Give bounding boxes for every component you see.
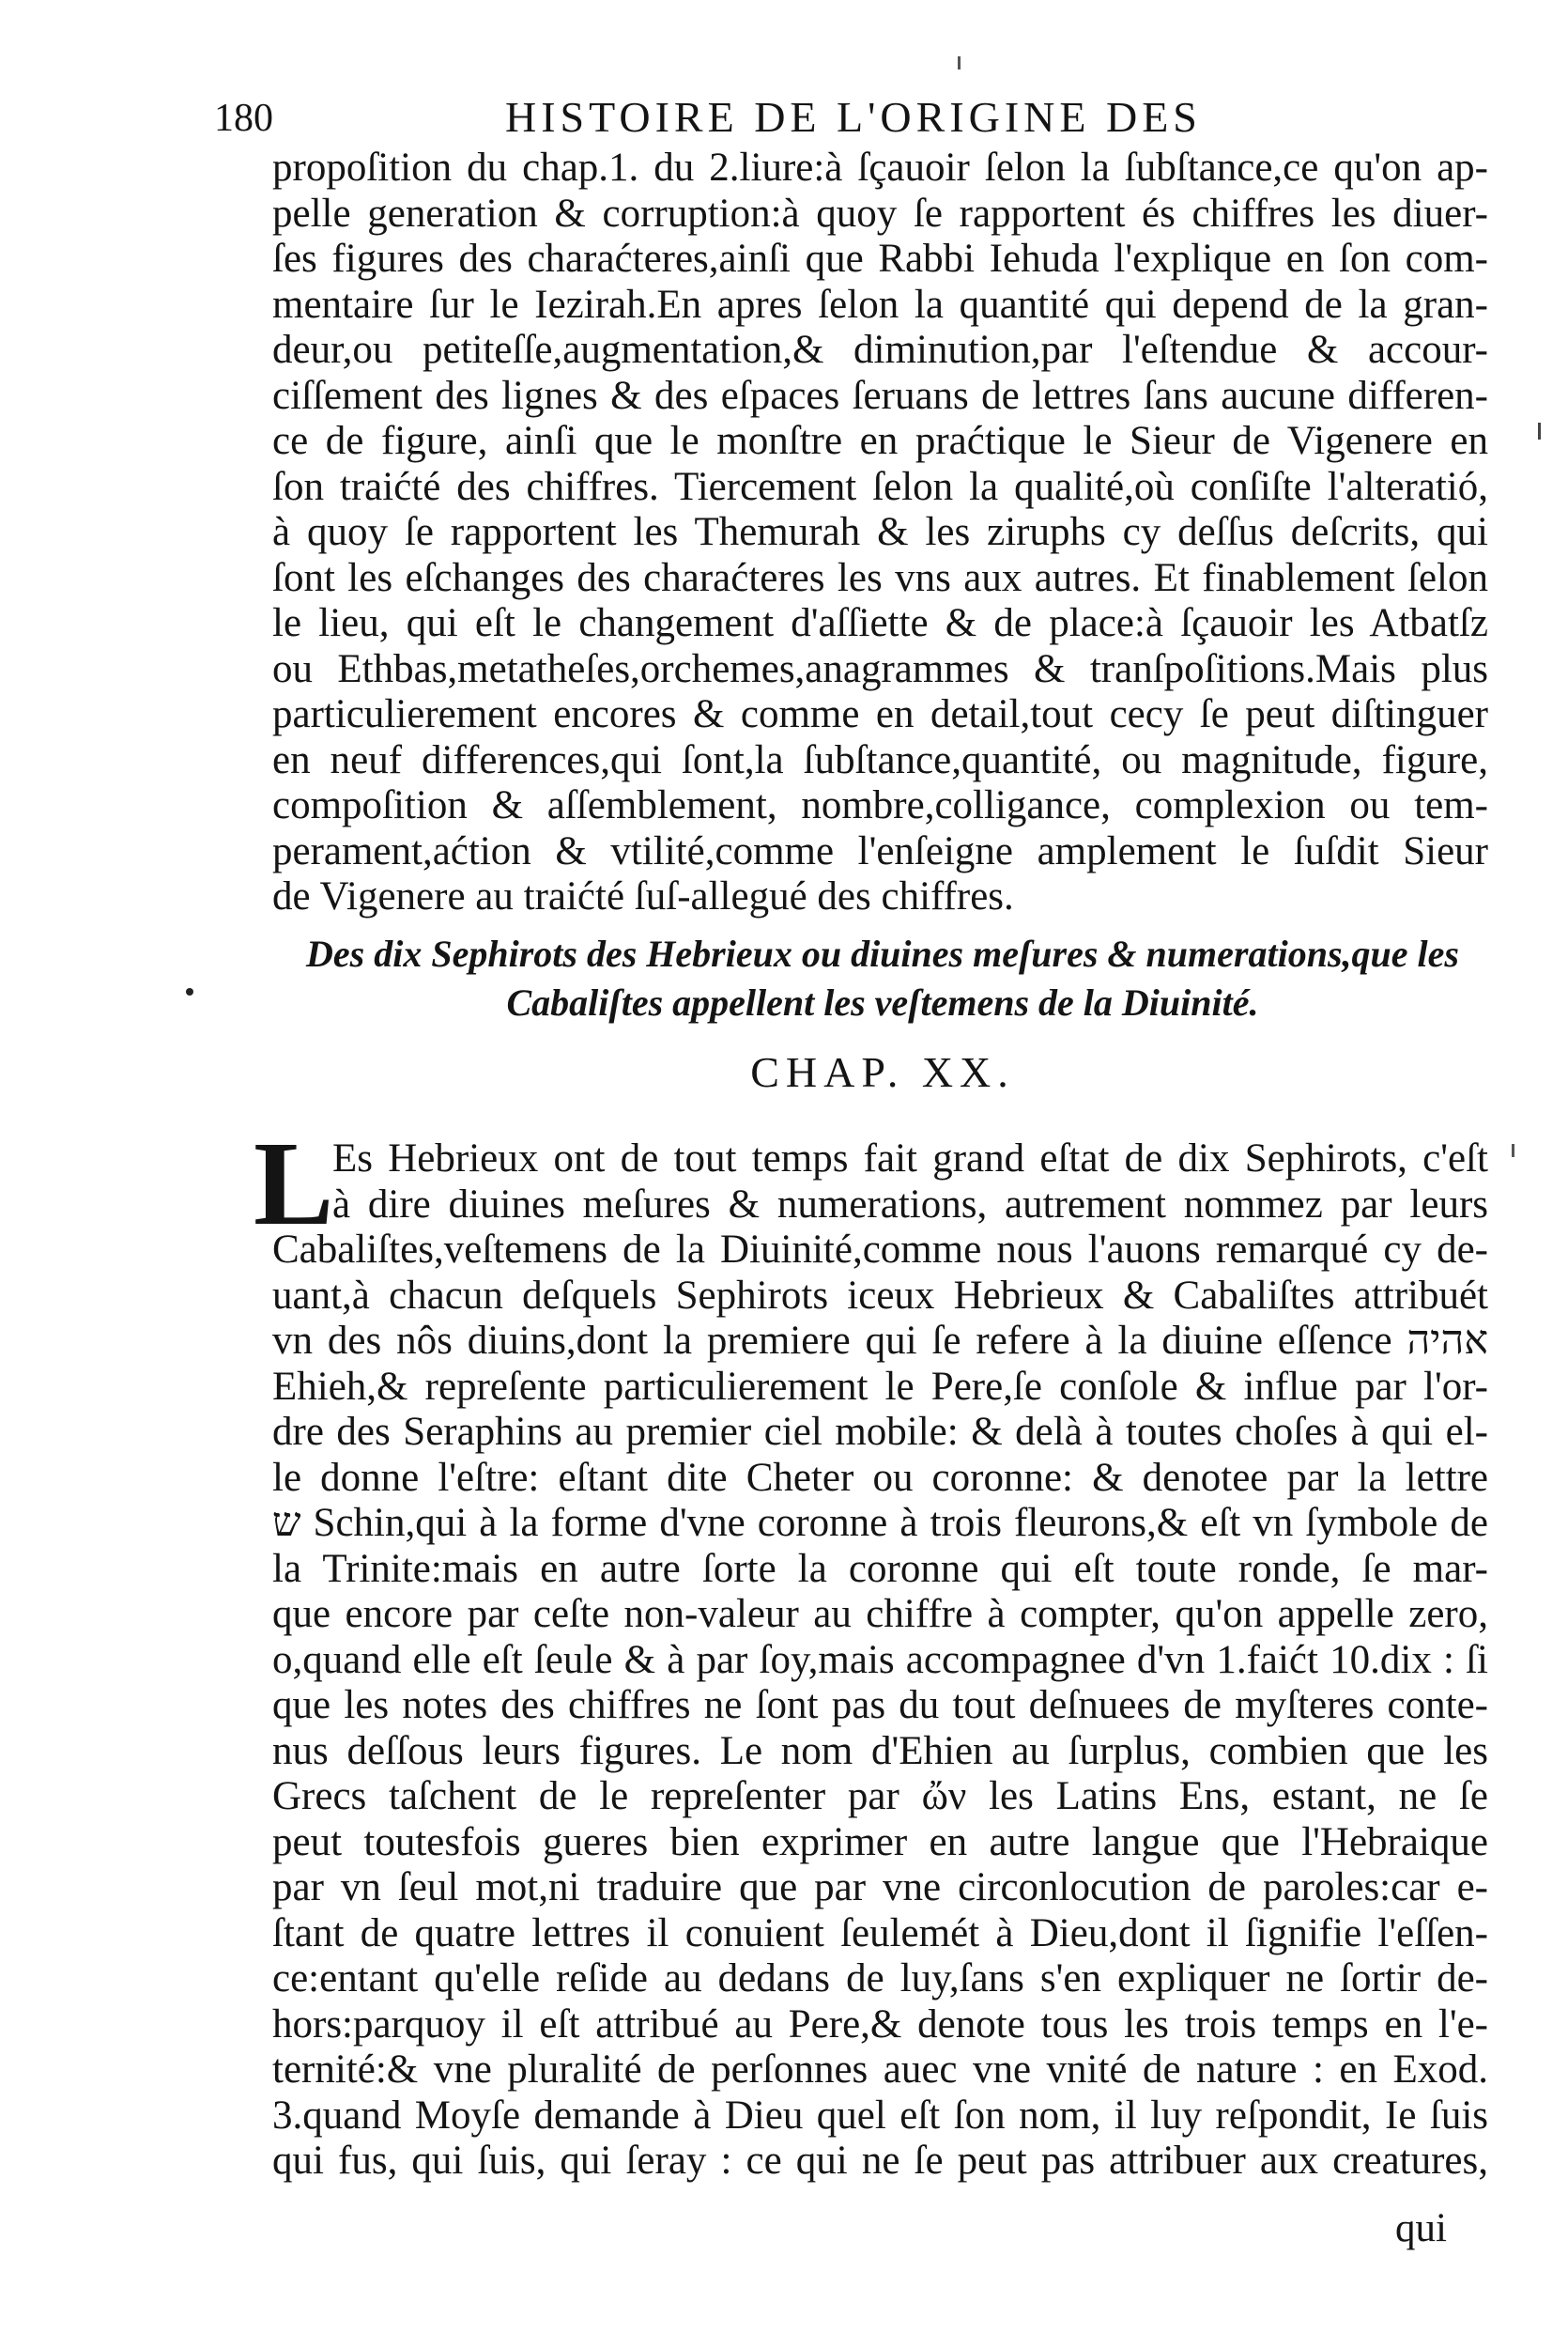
paragraph-1: [272, 146, 1488, 920]
page-number: 180: [214, 97, 273, 140]
text-line: uant,à chacun deſquels Sephirots iceux Hebrieux & Cabaliſtes attribuét: [272, 1273, 1488, 1318]
text-line: de Vigenere au traićté ſuſ-allegué des chiffres.: [272, 874, 1014, 919]
text-line: le donne l'eſtre: eſtant dite Cheter ou coronne: & denotee par la lettre: [272, 1455, 1488, 1500]
chapter-title: CHAP. XX.: [750, 1048, 1015, 1096]
ink-speck: [958, 56, 961, 70]
text-line: Grecs taſchent de le repreſenter par ὤν les Latins Ens, estant, ne ſe: [272, 1774, 1488, 1818]
text-line: deur,ou petiteſſe,augmentation,& diminution,par l'eſtendue & accour-: [272, 328, 1488, 372]
margin-dot: [186, 988, 193, 996]
catchword: qui: [1395, 2206, 1447, 2250]
text-line: que encore par ceſte non-valeur au chiffre à compter, qu'on appelle zero,: [272, 1592, 1488, 1636]
text-line: Ehieh,& repreſente particulierement le Pere,ſe conſole & influe par l'or-: [272, 1364, 1488, 1409]
text-line: en neuf differences,qui ſont,la ſubſtance,quantité, ou magnitude, figure,: [272, 737, 1488, 782]
text-line: la Trinite:mais en autre ſorte la coronne qui eſt toute ronde, ſe mar-: [272, 1546, 1488, 1591]
text-line: ce:entant qu'elle reſide au dedans de luy,ſans s'en expliquer ne ſortir de-: [272, 1956, 1488, 2000]
text-line: nus deſſous leurs figures. Le nom d'Ehien au ſurplus, combien que les: [272, 1728, 1488, 1773]
text-line: 3.quand Moyſe demande à Dieu quel eſt ſon nom, il luy reſpondit, Ie ſuis: [272, 2093, 1488, 2138]
text-line: qui fus, qui ſuis, qui ſeray : ce qui ne ſe peut pas attribuer aux creatures,: [272, 2139, 1488, 2183]
text-line: Cabaliſtes,veſtemens de la Diuinité,comme nous l'auons remarqué cy de-: [272, 1228, 1488, 1272]
section-heading-line: Cabaliſtes appellent les veſtemens de la Diuinité.: [506, 981, 1259, 1024]
text-line: perament,aćtion & vtilité,comme l'enſeigne amplement le ſuſdit Sieur: [272, 828, 1488, 873]
text-line: ou Ethbas,metatheſes,orchemes,anagrammes & tranſpoſitions.Mais plus: [272, 646, 1488, 691]
text-line: Es Hebrieux ont de tout temps fait grand eſtat de dix Sephirots, c'eſt: [332, 1136, 1488, 1181]
page-header: [205, 92, 1313, 148]
text-line: particulierement encores & comme en detail,tout cecy ſe peut diſtinguer: [272, 692, 1488, 736]
margin-mark: [1512, 1144, 1514, 1157]
text-line: o,quand elle eſt ſeule & à par ſoy,mais accompagnee d'vn 1.faićt 10.dix : ſi: [272, 1637, 1488, 1682]
text-line: peut toutesfois gueres bien exprimer en autre langue que l'Hebraique: [272, 1819, 1488, 1864]
text-line: dre des Seraphins au premier ciel mobile: & delà à toutes choſes à qui el-: [272, 1410, 1488, 1454]
drop-cap: L: [254, 1117, 334, 1250]
text-line: ce de figure, ainſi que le monſtre en praćtique le Sieur de Vigenere en: [272, 419, 1488, 463]
text-line: ternité:& vne pluralité de perſonnes auec vne vnité de nature : en Exod.: [272, 2047, 1488, 2092]
text-line: ſon traićté des chiffres. Tiercement ſelon la qualité,où conſiſte l'alteratió,: [272, 464, 1488, 509]
margin-mark: [1538, 423, 1541, 440]
text-line: vn des nôs diuins,dont la premiere qui ſe refere à la diuine eſſence אהיה: [272, 1319, 1488, 1363]
text-line: ש Schin,qui à la forme d'vne coronne à trois fleurons,& eſt vn ſymbole de: [272, 1501, 1488, 1545]
text-line: mentaire ſur le Iezirah.En apres ſelon la quantité qui depend de la gran-: [272, 282, 1488, 327]
text-line: le lieu, qui eſt le changement d'aſſiette & de place:à ſçauoir les Atbatſz: [272, 601, 1488, 645]
text-line: ſes figures des charaćteres,ainſi que Rabbi Iehuda l'explique en ſon com-: [272, 237, 1488, 281]
text-line: par vn ſeul mot,ni traduire que par vne circonlocution de paroles:car e-: [272, 1865, 1488, 1909]
section-heading: [282, 930, 1483, 1027]
text-line: à dire diuines meſures & numerations, autrement nommez par leurs: [332, 1182, 1488, 1227]
text-line: ſtant de quatre lettres il conuient ſeulemét à Dieu,dont il ſignifie l'eſſen-: [272, 1910, 1488, 1955]
text-line: propoſition du chap.1. du 2.liure:à ſçauoir ſelon la ſubſtance,ce qu'on ap-: [272, 146, 1488, 190]
text-line: compoſition & aſſemblement, nombre,colligance, complexion ou tem-: [272, 783, 1488, 827]
text-line: ciſſement des lignes & des eſpaces ſeruans de lettres ſans aucune differen-: [272, 373, 1488, 418]
text-line: pelle generation & corruption:à quoy ſe rapportent és chiffres les diuer-: [272, 191, 1488, 236]
paragraph-2: [272, 1136, 1488, 2185]
text-line: ſont les eſchanges des charaćteres les vns aux autres. Et finablement ſelon: [272, 555, 1488, 600]
text-line: à quoy ſe rapportent les Themurah & les ziruphs cy deſſus deſcrits, qui: [272, 510, 1488, 554]
text-line: que les notes des chiffres ne ſont pas du tout deſnuees de myſteres conte-: [272, 1683, 1488, 1727]
text-line: hors:parquoy il eſt attribué au Pere,& denote tous les trois temps en l'e-: [272, 2001, 1488, 2047]
running-head: HISTOIRE DE L'ORIGINE DES: [505, 93, 1202, 141]
section-heading-line: Des dix Sephirots des Hebrieux ou diuines meſures & numerations,que les: [306, 933, 1459, 975]
